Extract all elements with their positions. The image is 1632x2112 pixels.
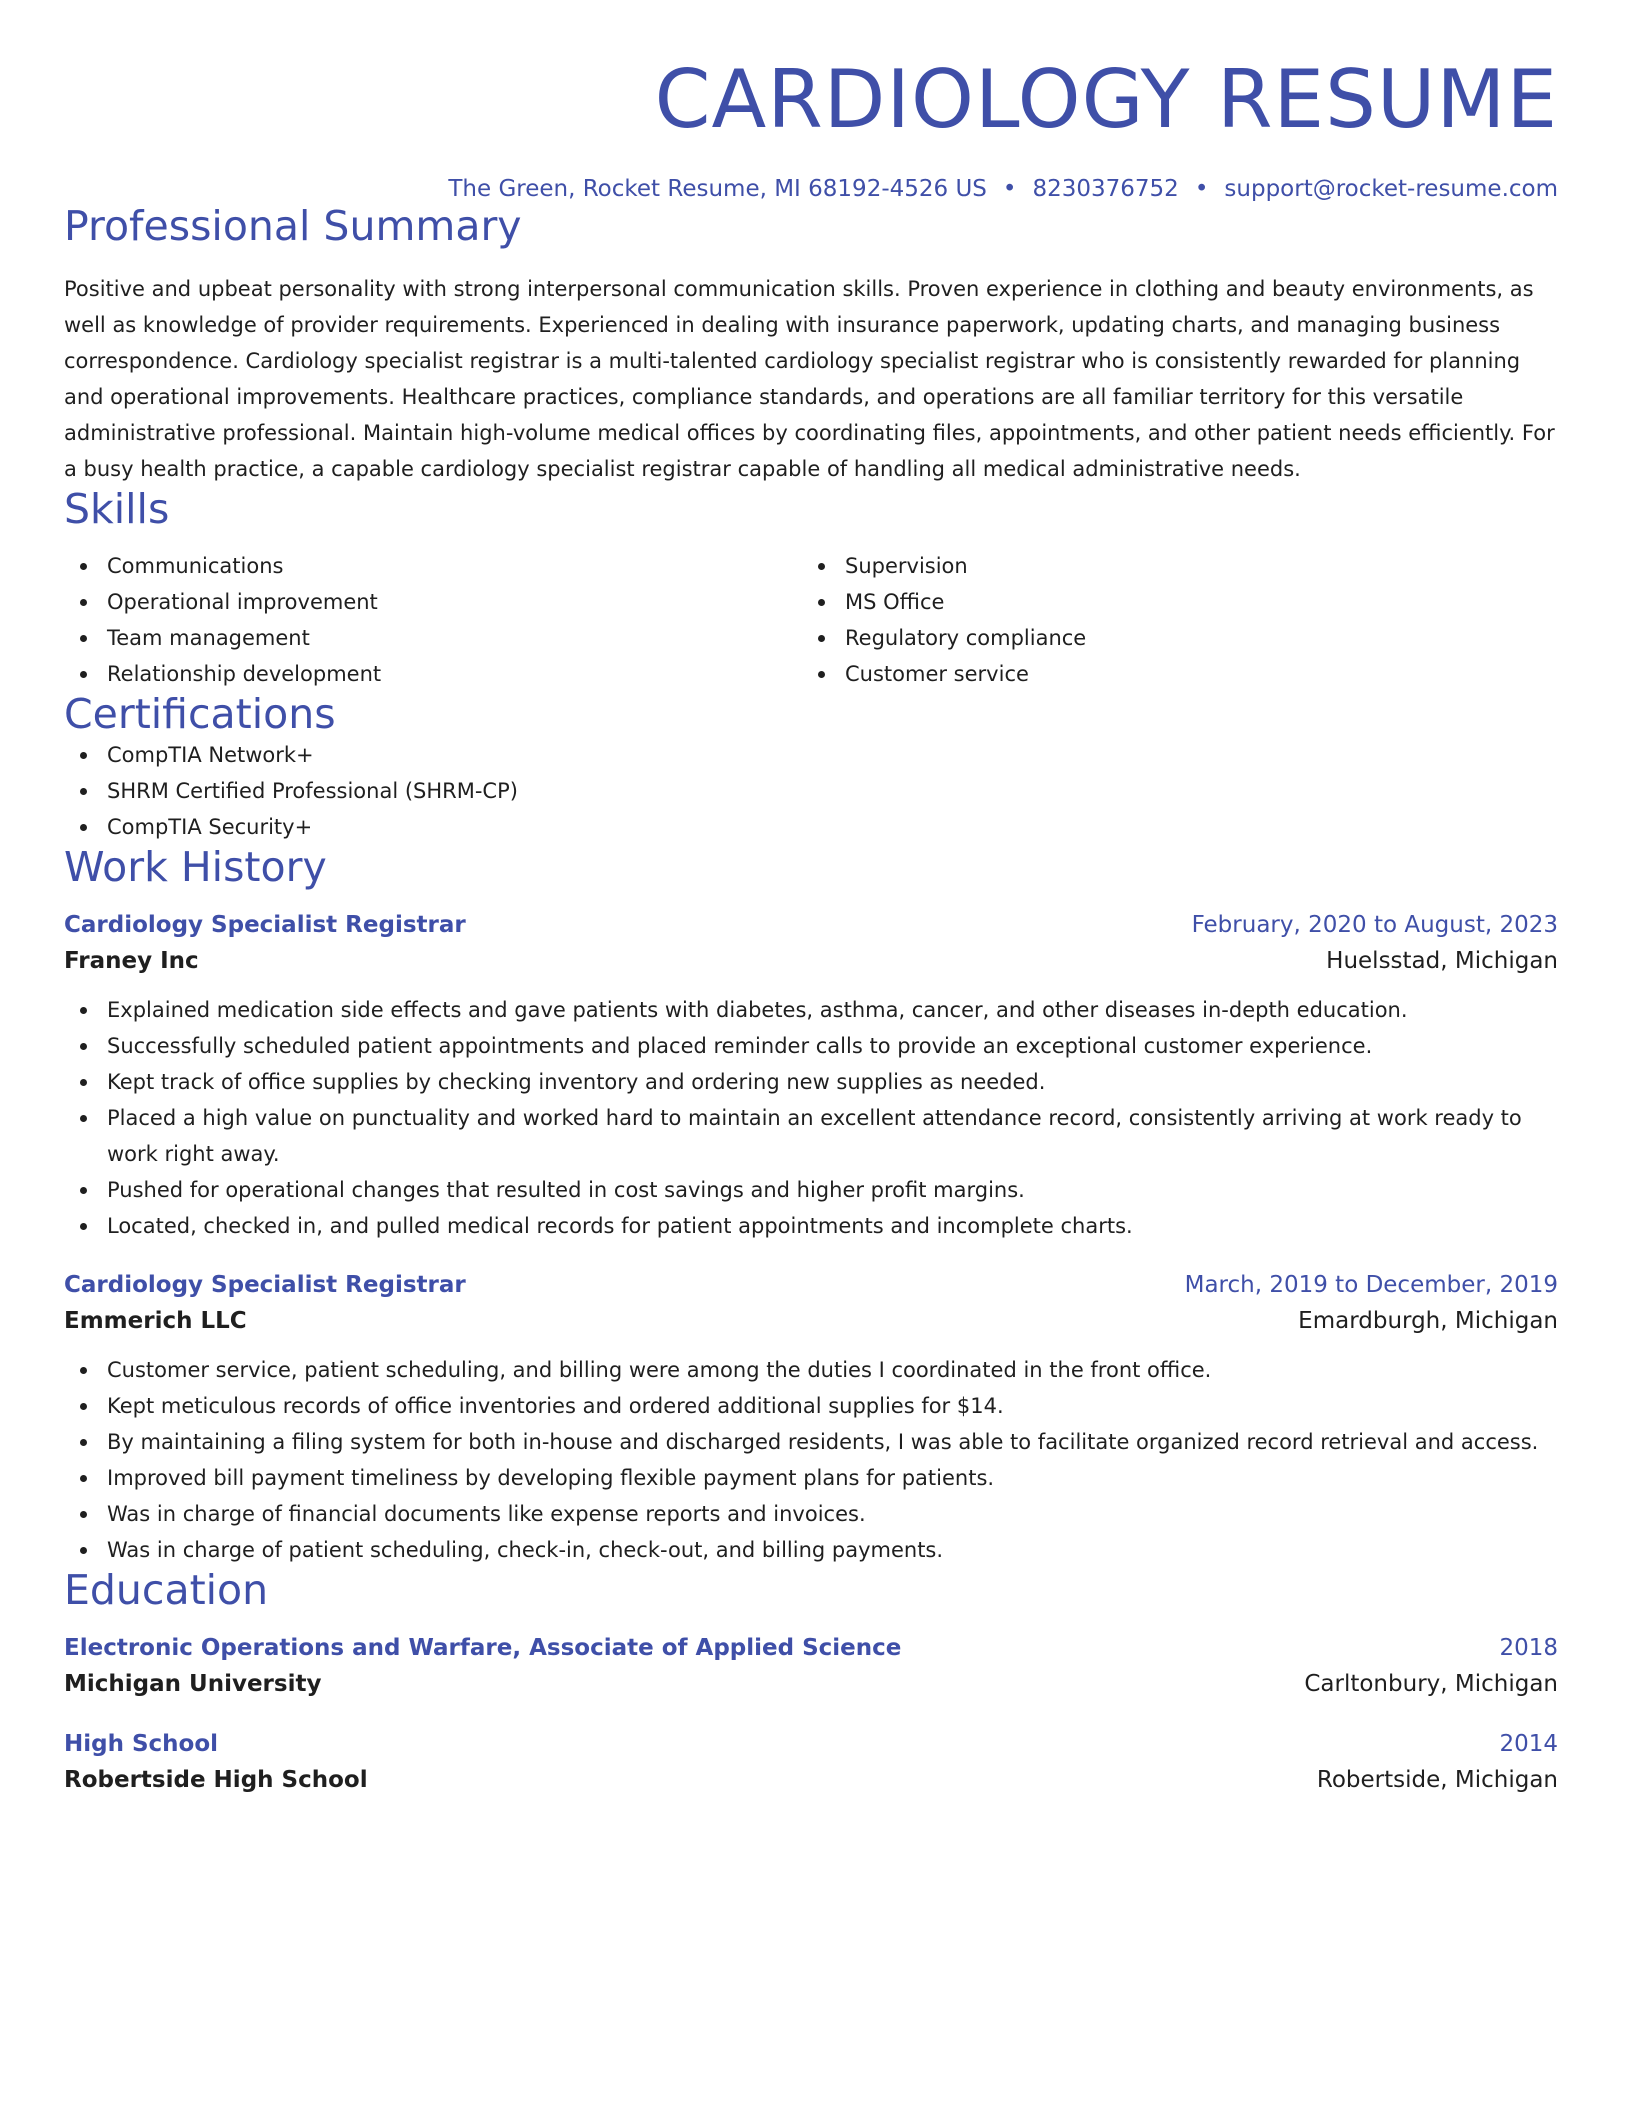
job-company: Emmerich LLC bbox=[64, 1307, 247, 1334]
job-duty: Was in charge of patient scheduling, check-in, check-out, and billing payments. bbox=[64, 1532, 1558, 1568]
job-duty: Improved bill payment timeliness by developing flexible payment plans for patients. bbox=[64, 1460, 1558, 1496]
skill-item: MS Office bbox=[802, 584, 1540, 620]
skill-item: Customer service bbox=[802, 656, 1540, 692]
job-location: Huelsstad, Michigan bbox=[1326, 947, 1558, 974]
job-company: Franey Inc bbox=[64, 947, 199, 974]
job-duty: Was in charge of financial documents like expense reports and invoices. bbox=[64, 1496, 1558, 1532]
education-entry bbox=[64, 1731, 1558, 1793]
job-role: Cardiology Specialist Registrar bbox=[64, 911, 466, 938]
education-location: Robertside, Michigan bbox=[1316, 1767, 1558, 1794]
job-role: Cardiology Specialist Registrar bbox=[64, 1271, 466, 1298]
job-duties bbox=[64, 992, 1558, 1244]
job-duty: Customer service, patient scheduling, and billing were among the duties I coordinated in the front office. bbox=[64, 1352, 1558, 1388]
job-entry bbox=[64, 1272, 1558, 1568]
job-entry bbox=[64, 912, 1558, 1244]
job-dates: February, 2020 to August, 2023 bbox=[1191, 911, 1558, 938]
summary-heading: Professional Summary bbox=[64, 201, 522, 250]
skills-list-left bbox=[64, 548, 802, 692]
contact-separator: • bbox=[1194, 176, 1209, 202]
job-duty: Explained medication side effects and gave patients with diabetes, asthma, cancer, and other diseases in-depth education. bbox=[64, 992, 1558, 1028]
skill-item: Communications bbox=[64, 548, 802, 584]
education-heading: Education bbox=[64, 1565, 269, 1614]
skills-columns bbox=[64, 548, 1558, 692]
contact-phone: 8230376752 bbox=[1032, 176, 1179, 202]
education-degree: High School bbox=[64, 1731, 219, 1758]
education-year: 2014 bbox=[1499, 1731, 1558, 1758]
education-entry bbox=[64, 1635, 1558, 1697]
certifications-heading: Certifications bbox=[64, 689, 336, 738]
contact-line bbox=[64, 176, 1558, 204]
education-degree: Electronic Operations and Warfare, Associate of Applied Science bbox=[64, 1635, 902, 1662]
skills-heading: Skills bbox=[64, 484, 170, 533]
job-duty: Kept meticulous records of office inventories and ordered additional supplies for $14. bbox=[64, 1388, 1558, 1424]
contact-separator: • bbox=[1002, 176, 1017, 202]
job-duty: Successfully scheduled patient appointments and placed reminder calls to provide an exceptional customer experience. bbox=[64, 1028, 1558, 1064]
job-duty: Located, checked in, and pulled medical records for patient appointments and incomplete charts. bbox=[64, 1208, 1558, 1244]
education-school: Robertside High School bbox=[64, 1767, 368, 1794]
contact-email[interactable]: support@rocket-resume.com bbox=[1224, 176, 1558, 202]
skill-item: Regulatory compliance bbox=[802, 620, 1540, 656]
certification-item: CompTIA Security+ bbox=[64, 809, 1558, 845]
education-location: Carltonbury, Michigan bbox=[1304, 1671, 1558, 1698]
job-duty: Pushed for operational changes that resulted in cost savings and higher profit margins. bbox=[64, 1172, 1558, 1208]
work-history-heading: Work History bbox=[64, 842, 327, 891]
job-location: Emardburgh, Michigan bbox=[1298, 1307, 1558, 1334]
education-school: Michigan University bbox=[64, 1671, 322, 1698]
certification-item: CompTIA Network+ bbox=[64, 737, 1558, 773]
certification-item: SHRM Certified Professional (SHRM-CP) bbox=[64, 773, 1558, 809]
job-dates: March, 2019 to December, 2019 bbox=[1184, 1271, 1558, 1298]
job-duty: Placed a high value on punctuality and worked hard to maintain an excellent attendance record, consistently arriving at work ready to work right away. bbox=[64, 1100, 1558, 1172]
job-duties bbox=[64, 1352, 1558, 1568]
skill-item: Relationship development bbox=[64, 656, 802, 692]
certifications-list bbox=[64, 737, 1558, 845]
skill-item: Operational improvement bbox=[64, 584, 802, 620]
skill-item: Team management bbox=[64, 620, 802, 656]
skill-item: Supervision bbox=[802, 548, 1540, 584]
job-duty: Kept track of office supplies by checking inventory and ordering new supplies as needed. bbox=[64, 1064, 1558, 1100]
resume-title: CARDIOLOGY RESUME bbox=[654, 53, 1558, 146]
resume-page bbox=[64, 0, 1558, 1793]
contact-address: The Green, Rocket Resume, MI 68192-4526 US bbox=[448, 176, 987, 202]
education-year: 2018 bbox=[1499, 1635, 1558, 1662]
job-duty: By maintaining a filing system for both in-house and discharged residents, I was able to facilitate organized record retrieval and access. bbox=[64, 1424, 1558, 1460]
skills-list-right bbox=[802, 548, 1540, 692]
summary-text: Positive and upbeat personality with strong interpersonal communication skills. Proven experience in clothing and beauty environments, as well as knowledge of provider requirements. Experienced in dealing with insurance paperwork, updating charts, and managing business correspondence. Cardiology specialist registrar is a multi-talented cardiology specialist registrar who is consistently rewarded for planning and operational improvements. Healthcare practices, compliance standards, and operations are all familiar territory for this versatile administrative professional. Maintain high-volume medical offices by coordinating files, appointments, and other patient needs efficiently. For a busy health practice, a capable cardiology specialist registrar capable of handling all medical administrative needs. bbox=[64, 276, 1555, 481]
